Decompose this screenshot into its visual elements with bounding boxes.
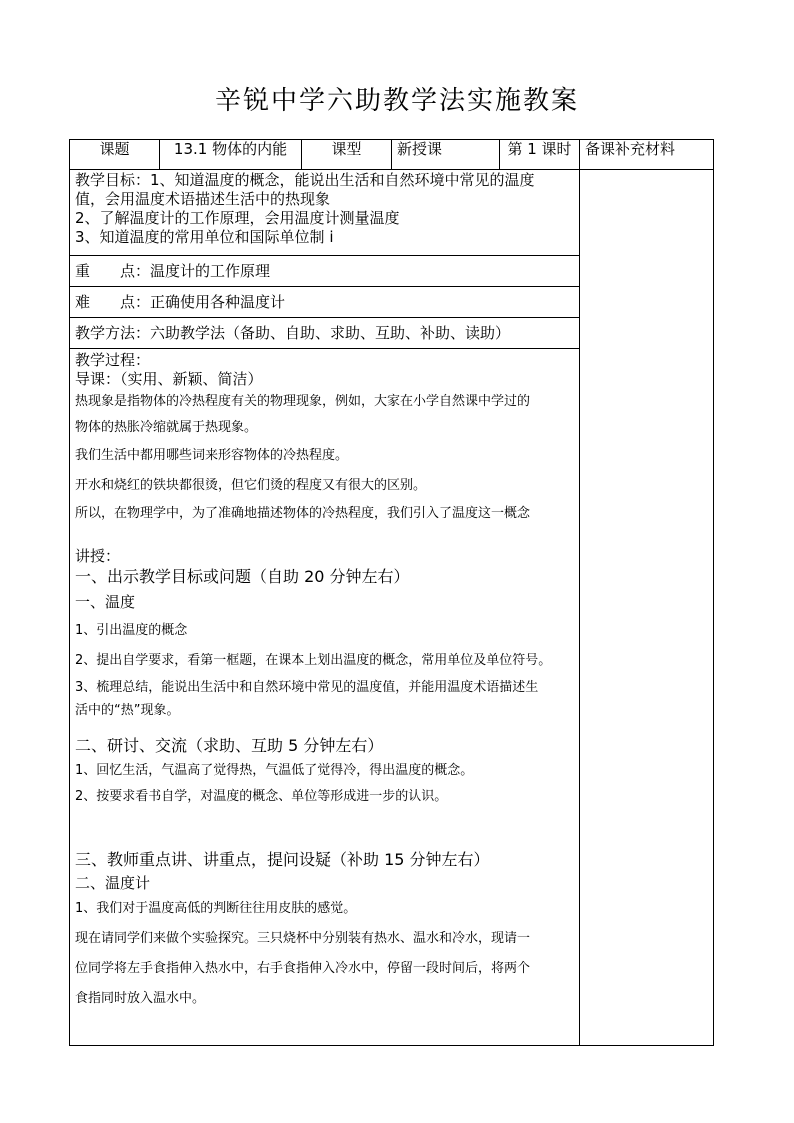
intro-line: 所以，在物理学中，为了准确地描述物体的冷热程度，我们引入了温度这一概念 [75, 506, 531, 521]
header-topic-value: 13.1 物体的内能 [160, 140, 302, 170]
intro-line: 物体的热胀冷缩就属于热现象。 [75, 420, 258, 435]
section-3-heading: 三、教师重点讲、讲重点，提问设疑（补助 15 分钟左右） [75, 850, 490, 869]
objectives-row [70, 170, 714, 256]
supplement-column [580, 170, 714, 1046]
header-type-label: 课型 [302, 140, 392, 170]
subsection-thermometer: 二、温度计 [75, 874, 151, 892]
header-period: 第 1 课时 [500, 140, 580, 170]
section-3-item: 位同学将左手食指伸入热水中，右手食指伸入冷水中，停留一段时间后，将两个 [75, 961, 531, 976]
intro-line: 开水和烧红的铁块都很烫，但它们烫的程度又有很大的区别。 [75, 478, 427, 493]
intro-line: 我们生活中都用哪些词来形容物体的冷热程度。 [75, 448, 349, 463]
difficulty: 难 点：正确使用各种温度计 [70, 287, 580, 318]
section-1-item: 3、梳理总结，能说出生活中和自然环境中常见的温度值，并能用温度术语描述生 [75, 680, 539, 695]
document-title: 辛锐中学六助教学法实施教案 [214, 86, 579, 116]
objectives-cell [70, 170, 580, 256]
process-heading: 教学过程： [75, 351, 151, 369]
section-2-heading: 二、研讨、交流（求助、互助 5 分钟左右） [75, 736, 384, 755]
teaching-method: 教学方法：六助教学法（备助、自助、求助、互助、补助、读助） [70, 318, 580, 349]
section-1-heading: 一、出示教学目标或问题（自助 20 分钟左右） [75, 567, 410, 586]
objective-line: 值，会用温度术语描述生活中的热现象 [75, 190, 331, 208]
process-cell [70, 349, 580, 1046]
objective-line: 3、知道温度的常用单位和国际单位制 i [75, 228, 334, 246]
section-2-item: 2、按要求看书自学，对温度的概念、单位等形成进一步的认识。 [75, 789, 448, 804]
section-3-item: 现在请同学们来做个实验探究。三只烧杯中分别装有热水、温水和冷水，现请一 [75, 931, 531, 946]
section-1-item: 1、引出温度的概念 [75, 623, 188, 638]
objective-line: 教学目标：1、知道温度的概念，能说出生活和自然环境中常见的温度 [75, 171, 535, 189]
key-point: 重 点：温度计的工作原理 [70, 256, 580, 287]
intro-heading: 导课：（实用、新颖、简洁） [75, 370, 263, 388]
section-1-item: 2、提出自学要求，看第一框题，在课本上划出温度的概念，常用单位及单位符号。 [75, 653, 552, 668]
section-3-item: 1、我们对于温度高低的判断往往用皮肤的感觉。 [75, 901, 357, 916]
header-supplement: 备课补充材料 [580, 140, 714, 170]
header-row [70, 140, 714, 170]
lesson-plan-table [69, 139, 714, 1046]
section-1-item: 活中的“热”现象。 [75, 703, 180, 718]
subsection-temperature: 一、温度 [75, 593, 136, 611]
intro-line: 热现象是指物体的冷热程度有关的物理现象，例如，大家在小学自然课中学过的 [75, 394, 531, 409]
section-3-item: 食指同时放入温水中。 [75, 991, 206, 1006]
header-type-value: 新授课 [392, 140, 500, 170]
header-topic-label: 课题 [70, 140, 160, 170]
lecture-heading: 讲授： [75, 547, 121, 565]
section-2-item: 1、回忆生活，气温高了觉得热，气温低了觉得冷，得出温度的概念。 [75, 763, 474, 778]
objective-line: 2、了解温度计的工作原理，会用温度计测量温度 [75, 209, 400, 227]
